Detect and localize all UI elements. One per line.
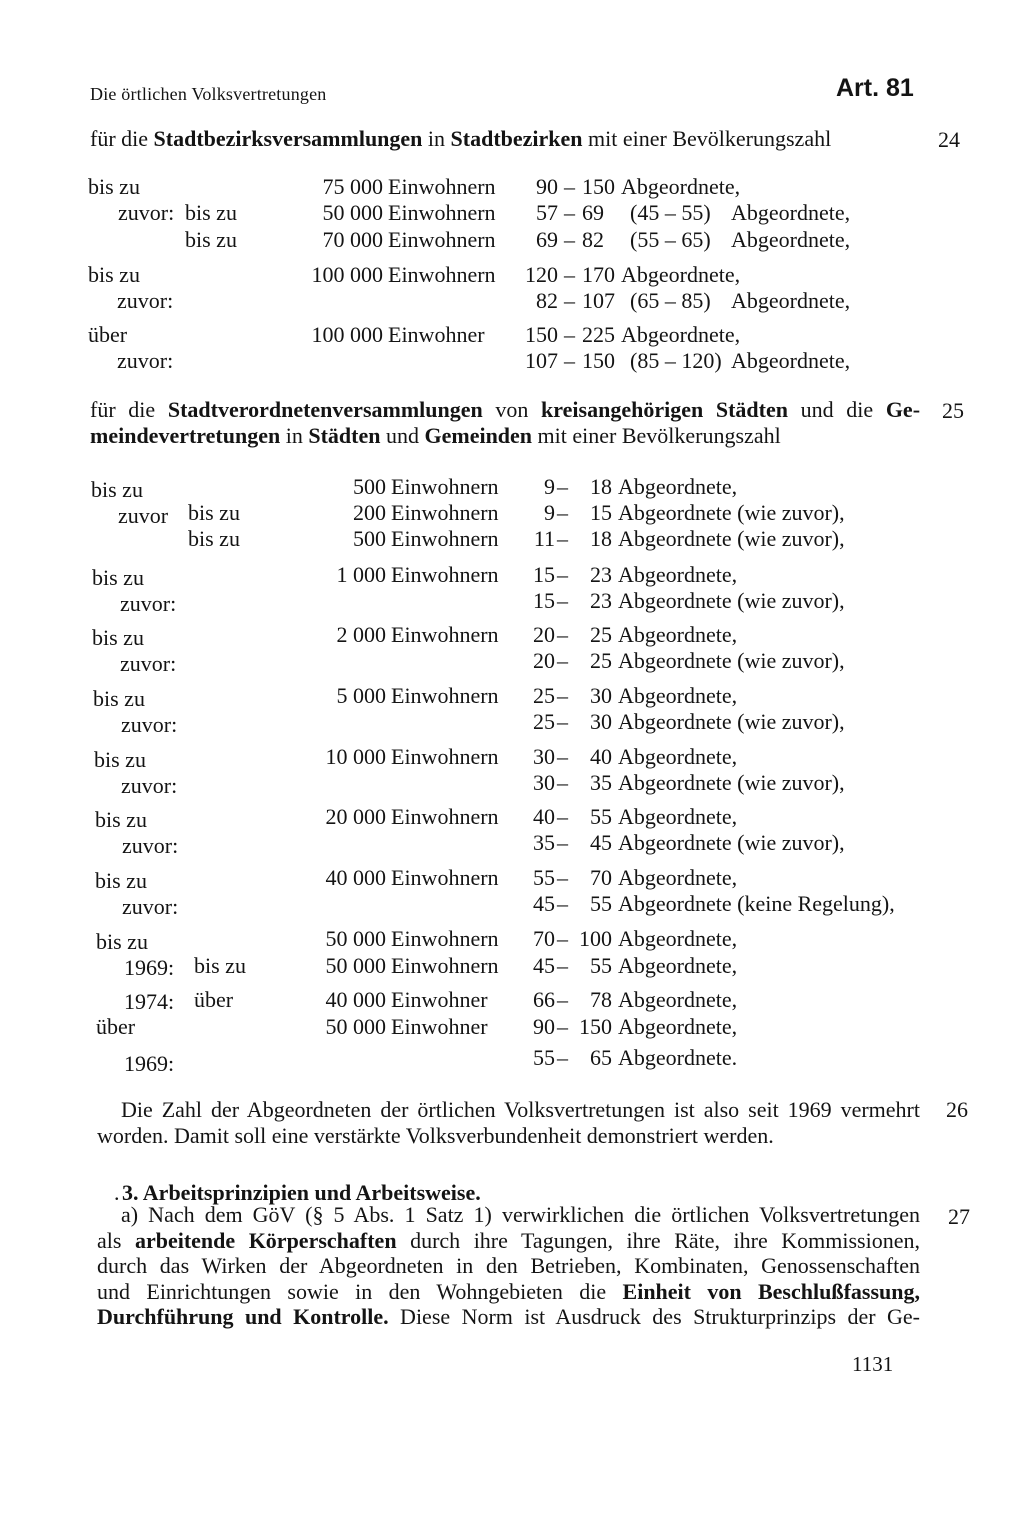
table-row — [0, 891, 1024, 917]
row-label: bis zu — [88, 174, 140, 199]
paragraph-27-line — [97, 1253, 920, 1279]
seats-max: 40 — [590, 744, 612, 769]
population: 70 000 — [322, 227, 383, 252]
seats-min: 30 — [533, 744, 555, 769]
margin-number-24: 24 — [938, 127, 960, 152]
block1-intro-run: Stadtbezirksversammlungen — [153, 126, 423, 151]
population: 50 000 — [325, 1014, 386, 1039]
population-unit: Einwohnern — [391, 500, 499, 525]
paragraph-27-line — [97, 1304, 920, 1330]
seats-min: 57 — [536, 200, 558, 225]
row-label: zuvor: — [122, 894, 179, 919]
seats-min: 20 — [533, 622, 555, 647]
row-label: zuvor — [118, 503, 169, 528]
row-label: zuvor: — [120, 591, 177, 616]
population-unit: Einwohnern — [391, 622, 499, 647]
seats-max: 107 — [582, 288, 615, 313]
seats-max: 15 — [590, 500, 612, 525]
table-row — [0, 622, 1024, 648]
range-dash: – — [557, 683, 568, 708]
paragraph-26 — [97, 1097, 920, 1148]
paragraph-27-run: durch das Wirken der Abgeordneten in den Betrieben, Kombinaten, Genossenschaften — [97, 1253, 920, 1278]
population: 5 000 — [336, 683, 386, 708]
table-row — [0, 474, 1024, 500]
table-row — [0, 926, 1024, 952]
row-label: über — [88, 322, 128, 347]
seats-min: 20 — [533, 648, 555, 673]
seats-max: 65 — [590, 1045, 612, 1070]
seats-max: 30 — [590, 683, 612, 708]
block2-intro-line-2-run: Gemeinden — [424, 422, 533, 448]
table-row — [0, 262, 1024, 288]
block2-intro-line-2-run: in — [280, 422, 309, 448]
row-sublabel: bis zu — [188, 500, 240, 525]
row-label: bis zu — [91, 477, 143, 502]
seats-max: 55 — [590, 891, 612, 916]
block2-intro-line-1-run: kreisangehörigen Städten — [541, 397, 788, 422]
population-unit: Einwohner — [391, 1014, 488, 1039]
row-label: bis zu — [96, 929, 148, 954]
previous-range: (45 – 55) — [630, 200, 711, 225]
range-dash: – — [557, 622, 568, 647]
table-row — [0, 1045, 1024, 1076]
population-unit: Einwohnern — [388, 227, 496, 252]
row-sublabel: bis zu — [188, 526, 240, 551]
range-dash: – — [557, 526, 568, 551]
row-label: zuvor: — [117, 288, 174, 313]
table-row — [0, 348, 1024, 374]
margin-number-25: 25 — [942, 398, 964, 423]
seats-text: Abgeordnete, — [618, 1014, 738, 1039]
article-number: Art. 81 — [836, 74, 914, 102]
seats-text: Abgeordnete (wie zuvor), — [618, 830, 845, 855]
seats-text: Abgeordnete, — [621, 322, 741, 347]
range-dash: – — [557, 1045, 568, 1070]
seats-text: Abgeordnete, — [618, 562, 738, 587]
table-row — [0, 987, 1024, 1013]
block1-intro-run: in — [422, 126, 451, 151]
range-dash: – — [557, 1014, 568, 1039]
population-unit: Einwohnern — [388, 174, 496, 199]
section-heading: 3. Arbeitsprinzipien und Arbeitsweise. — [122, 1180, 481, 1205]
range-dash: – — [564, 288, 575, 313]
seats-min: 11 — [533, 526, 555, 551]
seats-max: 150 — [579, 1014, 612, 1039]
margin-number-27: 27 — [948, 1204, 970, 1229]
population: 100 000 — [311, 322, 383, 347]
range-dash: – — [557, 709, 568, 734]
row-label: zuvor: — [117, 348, 174, 373]
block2-intro-line-1-run: für die — [90, 397, 168, 422]
seats-max: 100 — [579, 926, 612, 951]
seats-max: 23 — [590, 562, 612, 587]
seats-min: 55 — [533, 1045, 555, 1070]
seats-max: 69 — [582, 200, 604, 225]
block1-intro-text — [90, 126, 831, 151]
seats-min: 70 — [533, 926, 555, 951]
population-unit: Einwohnern — [391, 562, 499, 587]
seats-text: Abgeordnete, — [731, 227, 851, 252]
seats-min: 9 — [544, 500, 555, 525]
row-label: bis zu — [94, 747, 146, 772]
seats-text: Abgeordnete, — [731, 288, 851, 313]
block1-intro — [90, 126, 920, 152]
population: 1 000 — [336, 562, 386, 587]
block2-intro-line-2-run: meindevertretungen — [90, 422, 281, 448]
table-row — [0, 200, 1024, 226]
table-row — [0, 322, 1024, 348]
seats-text: Abgeordnete, — [618, 474, 738, 499]
population: 20 000 — [325, 804, 386, 829]
seats-max: 23 — [590, 588, 612, 613]
population: 2 000 — [336, 622, 386, 647]
population-unit: Einwohnern — [391, 474, 499, 499]
seats-text: Abgeordnete, — [618, 953, 738, 978]
block2-intro — [90, 397, 920, 448]
table-row — [0, 227, 1024, 253]
seats-text: Abgeordnete, — [618, 865, 738, 890]
seats-max: 55 — [590, 804, 612, 829]
row-label: bis zu — [88, 262, 140, 287]
range-dash: – — [564, 348, 575, 373]
paragraph-27-line — [97, 1202, 920, 1228]
table-row — [0, 526, 1024, 552]
paragraph-27-run: als — [97, 1227, 135, 1253]
block2-intro-line-1-run: Stadtverordnetenversammlungen — [167, 397, 483, 422]
table-row — [0, 288, 1024, 314]
seats-min: 9 — [544, 474, 555, 499]
range-dash: – — [564, 227, 575, 252]
table-row — [0, 1014, 1024, 1040]
range-dash: – — [557, 588, 568, 613]
range-dash: – — [557, 562, 568, 587]
seats-max: 25 — [590, 648, 612, 673]
paragraph-27-line — [97, 1228, 920, 1254]
seats-text: Abgeordnete (wie zuvor), — [618, 648, 845, 673]
previous-range: (85 – 120) — [630, 348, 722, 373]
population: 75 000 — [322, 174, 383, 199]
seats-text: Abgeordnete, — [618, 987, 738, 1012]
seats-text: Abgeordnete, — [621, 174, 741, 199]
seats-min: 45 — [533, 953, 555, 978]
seats-min: 90 — [533, 1014, 555, 1039]
margin-number-26: 26 — [946, 1097, 968, 1122]
range-dash: – — [557, 987, 568, 1012]
row-label: zuvor: — [121, 773, 178, 798]
seats-max: 70 — [590, 865, 612, 890]
seats-min: 35 — [533, 830, 555, 855]
paragraph-26-line-1: Die Zahl der Abgeordneten der örtlichen Volksvertretungen ist also seit 1969 vermehrt — [121, 1097, 920, 1122]
seats-max: 30 — [590, 709, 612, 734]
seats-min: 25 — [533, 709, 555, 734]
row-label: bis zu — [92, 625, 144, 650]
seats-max: 18 — [590, 474, 612, 499]
seats-text: Abgeordnete (wie zuvor), — [618, 588, 845, 613]
block1-intro-run: mit einer Bevölkerungszahl — [582, 126, 832, 151]
range-dash: – — [564, 200, 575, 225]
range-dash: – — [557, 474, 568, 499]
block2-intro-line-2-run: und — [380, 422, 425, 448]
section-mark: . — [114, 1180, 120, 1205]
block2-intro-line-1-run: von — [482, 397, 542, 422]
row-label: bis zu — [93, 686, 145, 711]
seats-min: 55 — [533, 865, 555, 890]
population: 50 000 — [322, 200, 383, 225]
range-dash: – — [557, 865, 568, 890]
seats-text: Abgeordnete (wie zuvor), — [618, 500, 845, 525]
paragraph-27-run: und Einrichtungen sowie in den Wohngebieten die — [97, 1278, 623, 1304]
population: 40 000 — [325, 987, 386, 1012]
row-label: 1974: — [124, 989, 175, 1014]
paragraph-26-line-2: worden. Damit soll eine verstärkte Volksverbundenheit demonstriert werden. — [97, 1122, 774, 1148]
table-row — [0, 953, 1024, 979]
row-sublabel: über — [194, 987, 234, 1012]
range-dash: – — [557, 744, 568, 769]
table-row — [0, 744, 1024, 770]
seats-min: 15 — [533, 562, 555, 587]
seats-text: Abgeordnete, — [618, 926, 738, 951]
seats-max: 45 — [590, 830, 612, 855]
paragraph-27-run: Diese Norm ist Ausdruck des Strukturprinzips der Ge- — [388, 1304, 920, 1329]
row-label: zuvor: — [122, 833, 179, 858]
population: 50 000 — [325, 953, 386, 978]
seats-min: 25 — [533, 683, 555, 708]
table-row — [0, 804, 1024, 830]
range-dash: – — [564, 174, 575, 199]
row-label: zuvor: — [121, 712, 178, 737]
table-row — [0, 174, 1024, 200]
range-dash: – — [557, 891, 568, 916]
paragraph-27-run: Durchführung und Kontrolle. — [97, 1304, 389, 1329]
seats-text: Abgeordnete (wie zuvor), — [618, 709, 845, 734]
seats-max: 55 — [590, 953, 612, 978]
seats-text: Abgeordnete, — [618, 622, 738, 647]
block2-intro-line-2-run: mit einer Bevölkerungszahl — [532, 422, 781, 448]
table-row — [0, 709, 1024, 735]
block1-intro-run: für die — [90, 126, 154, 151]
seats-max: 170 — [582, 262, 615, 287]
range-dash: – — [557, 804, 568, 829]
paragraph-27-run: durch ihre Tagungen, ihre Räte, ihre Kommissionen, — [396, 1227, 920, 1253]
range-dash: – — [557, 500, 568, 525]
row-label: zuvor: — [118, 200, 175, 225]
previous-range: (65 – 85) — [630, 288, 711, 313]
seats-text: Abgeordnete (wie zuvor), — [618, 770, 845, 795]
seats-min: 66 — [533, 987, 555, 1012]
block1-intro-run: Stadtbezirken — [450, 126, 583, 151]
population-unit: Einwohnern — [391, 744, 499, 769]
paragraph-27 — [97, 1202, 920, 1330]
table-row — [0, 648, 1024, 674]
table-row — [0, 830, 1024, 856]
paragraph-27-run: Einheit von Beschlußfassung, — [622, 1278, 920, 1304]
seats-max: 35 — [590, 770, 612, 795]
range-dash: – — [557, 926, 568, 951]
block2-intro-line-1-run: und die — [787, 397, 886, 422]
population: 200 — [353, 500, 386, 525]
table-row — [0, 588, 1024, 614]
seats-text: Abgeordnete, — [621, 262, 741, 287]
row-label: bis zu — [95, 868, 147, 893]
population-unit: Einwohnern — [388, 262, 496, 287]
paragraph-27-run: a) Nach dem GöV (§ 5 Abs. 1 Satz 1) verwirklichen die örtlichen Volksvertretungen — [121, 1202, 920, 1227]
previous-range: (55 – 65) — [630, 227, 711, 252]
row-label: über — [96, 1014, 136, 1039]
table-row — [0, 683, 1024, 709]
table-row — [0, 562, 1024, 588]
range-dash: – — [557, 830, 568, 855]
population-unit: Einwohnern — [391, 683, 499, 708]
row-label: bis zu — [92, 565, 144, 590]
seats-min: 107 — [525, 348, 558, 373]
population: 50 000 — [325, 926, 386, 951]
row-label: zuvor: — [120, 651, 177, 676]
seats-min: 45 — [533, 891, 555, 916]
seats-max: 25 — [590, 622, 612, 647]
seats-max: 78 — [590, 987, 612, 1012]
block2-intro-line-1-run: Ge- — [885, 397, 921, 422]
seats-min: 40 — [533, 804, 555, 829]
range-dash: – — [557, 770, 568, 795]
table-row — [0, 770, 1024, 796]
population-unit: Einwohnern — [391, 865, 499, 890]
seats-max: 82 — [582, 227, 604, 252]
row-sublabel: bis zu — [185, 227, 237, 252]
seats-text: Abgeordnete, — [618, 804, 738, 829]
range-dash: – — [564, 262, 575, 287]
population: 40 000 — [325, 865, 386, 890]
seats-min: 15 — [533, 588, 555, 613]
table-row — [0, 865, 1024, 891]
population: 100 000 — [311, 262, 383, 287]
seats-text: Abgeordnete (wie zuvor), — [618, 526, 845, 551]
table-row — [0, 500, 1024, 526]
block2-intro-line-2-run: Städten — [308, 422, 381, 448]
population-unit: Einwohnern — [391, 926, 499, 951]
row-sublabel: bis zu — [194, 953, 246, 978]
population: 500 — [353, 526, 386, 551]
seats-min: 82 — [536, 288, 558, 313]
seats-text: Abgeordnete, — [618, 683, 738, 708]
seats-min: 150 — [525, 322, 558, 347]
seats-text: Abgeordnete, — [731, 200, 851, 225]
seats-max: 18 — [590, 526, 612, 551]
seats-min: 30 — [533, 770, 555, 795]
seats-min: 120 — [525, 262, 558, 287]
population-unit: Einwohnern — [391, 804, 499, 829]
seats-text: Abgeordnete. — [618, 1045, 738, 1070]
row-sublabel: bis zu — [185, 200, 237, 225]
seats-text: Abgeordnete (keine Regelung), — [618, 891, 895, 916]
seats-max: 225 — [582, 322, 615, 347]
seats-min: 90 — [536, 174, 558, 199]
seats-text: Abgeordnete, — [731, 348, 851, 373]
range-dash: – — [557, 953, 568, 978]
row-label: 1969: — [124, 1051, 175, 1076]
page-number: 1131 — [852, 1352, 894, 1376]
range-dash: – — [564, 322, 575, 347]
seats-min: 69 — [536, 227, 558, 252]
seats-max: 150 — [582, 348, 615, 373]
population: 500 — [353, 474, 386, 499]
population-unit: Einwohnern — [391, 953, 499, 978]
population-unit: Einwohner — [388, 322, 485, 347]
population-unit: Einwohnern — [391, 526, 499, 551]
paragraph-27-run: arbeitende Körperschaften — [134, 1227, 397, 1253]
block2-intro-line-2 — [90, 423, 920, 449]
population-unit: Einwohner — [391, 987, 488, 1012]
row-label: 1969: — [124, 955, 175, 980]
range-dash: – — [557, 648, 568, 673]
block2-intro-line-1 — [90, 397, 920, 423]
seats-max: 150 — [582, 174, 615, 199]
paragraph-27-line — [97, 1279, 920, 1305]
seats-text: Abgeordnete, — [618, 744, 738, 769]
row-label: bis zu — [95, 807, 147, 832]
population: 10 000 — [325, 744, 386, 769]
population-unit: Einwohnern — [388, 200, 496, 225]
running-header-title: Die örtlichen Volksvertretungen — [90, 84, 327, 104]
